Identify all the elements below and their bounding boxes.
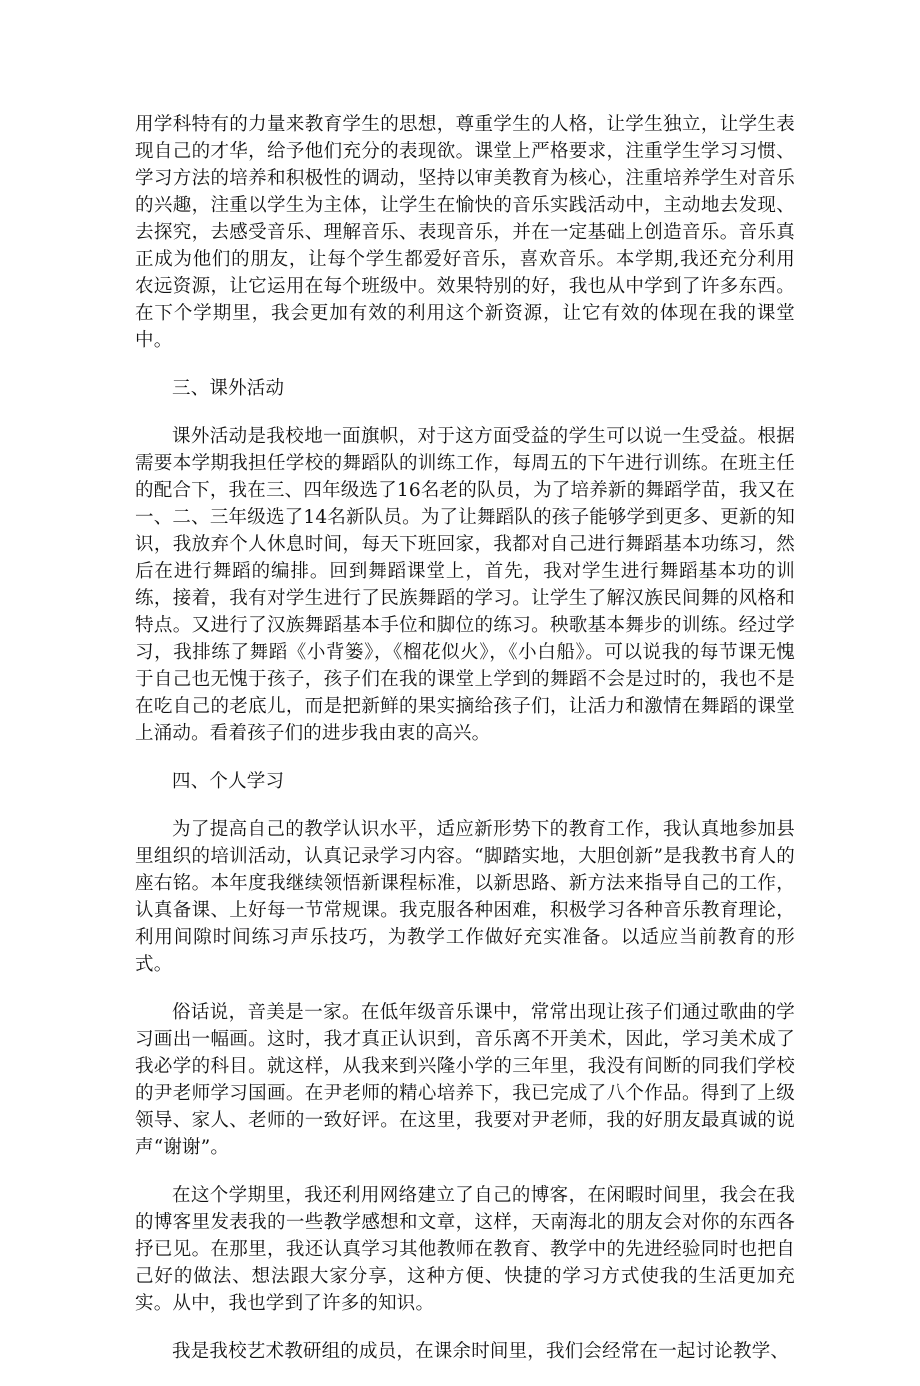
- paragraph-art-group: 我是我校艺术教研组的成员，在课余时间里，我们会经常在一起讨论教学、: [172, 1341, 790, 1362]
- paragraph-music-teaching-continued: 用学科特有的力量来教育学生的思想，尊重学生的人格，让学生独立，让学生表现自己的才华，给予他们充分的表现欲。课堂上严格要求，注重学生学习习惯、学习方法的培养和积极性的调动，坚持以审美教育为核心，注重培养学生对音乐的兴趣，注重以学生为主体，让学生在愉快的音乐实践活动中，主动地去发现、去探究，去感受音乐、理解音乐、表现音乐，并在一定基础上创造音乐。音乐真正成为他们的朋友，让每个学生都爱好音乐，喜欢音乐。本学期,我还充分利用农远资源，让它运用在每个班级中。效果特别的好，我也从中学到了许多东西。在下个学期里，我会更加有效的利用这个新资源，让它有效的体现在我的课堂中。: [135, 114, 795, 351]
- section-heading-extracurricular: 三、课外活动: [172, 378, 285, 399]
- paragraph-blog: 在这个学期里，我还利用网络建立了自己的博客，在闲暇时间里，我会在我的博客里发表我的一些教学感想和文章，这样，天南海北的朋友会对你的东西各抒已见。在那里，我还认真学习其他教师在教育、教学中的先进经验同时也把自己好的做法、想法跟大家分享，这种方便、快捷的学习方式使我的生活更加充实。从中，我也学到了许多的知识。: [135, 1185, 795, 1314]
- section-heading-personal-study: 四、个人学习: [172, 771, 285, 792]
- paragraph-training: 为了提高自己的教学认识水平，适应新形势下的教育工作，我认真地参加县里组织的培训活动，认真记录学习内容。“脚踏实地，大胆创新”是我教书育人的座右铭。本年度我继续领悟新课程标准，以新思路、新方法来指导自己的工作，认真备课、上好每一节常规课。我克服各种困难，积极学习各种音乐教育理论，利用间隙时间练习声乐技巧，为教学工作做好充实准备。以适应当前教育的形式。: [135, 819, 795, 975]
- document-body: [135, 111, 795, 1386]
- paragraph-dance-team: 课外活动是我校地一面旗帜，对于这方面受益的学生可以说一生受益。根据需要本学期我担任学校的舞蹈队的训练工作，每周五的下午进行训练。在班主任的配合下，我在三、四年级选了16名老的队员，为了培养新的舞蹈学苗，我又在一、二、三年级选了14名新队员。为了让舞蹈队的孩子能够学到更多、更新的知识，我放弃个人休息时间，每天下班回家，我都对自己进行舞蹈基本功练习，然后在进行舞蹈的编排。回到舞蹈课堂上，首先，我对学生进行舞蹈基本功的训练，接着，我有对学生进行了民族舞蹈的学习。让学生了解汉族民间舞的风格和特点。又进行了汉族舞蹈基本手位和脚位的练习。秧歌基本舞步的训练。经过学习，我排练了舞蹈《小背篓》，《榴花似火》，《小白船》。可以说我的每节课无愧于自己也无愧于孩子，孩子们在我的课堂上学到的舞蹈不会是过时的，我也不是在吃自己的老底儿，而是把新鲜的果实摘给孩子们，让活力和激情在舞蹈的课堂上涌动。看着孩子们的进步我由衷的高兴。: [135, 426, 795, 744]
- paragraph-art-study: 俗话说，音美是一家。在低年级音乐课中，常常出现让孩子们通过歌曲的学习画出一幅画。这时，我才真正认识到，音乐离不开美术，因此，学习美术成了我必学的科目。就这样，从我来到兴隆小学的三年里，我没有间断的同我们学校的尹老师学习国画。在尹老师的精心培养下，我已完成了八个作品。得到了上级领导、家人、老师的一致好评。在这里，我要对尹老师，我的好朋友最真诚的说声“谢谢”。: [135, 1002, 795, 1158]
